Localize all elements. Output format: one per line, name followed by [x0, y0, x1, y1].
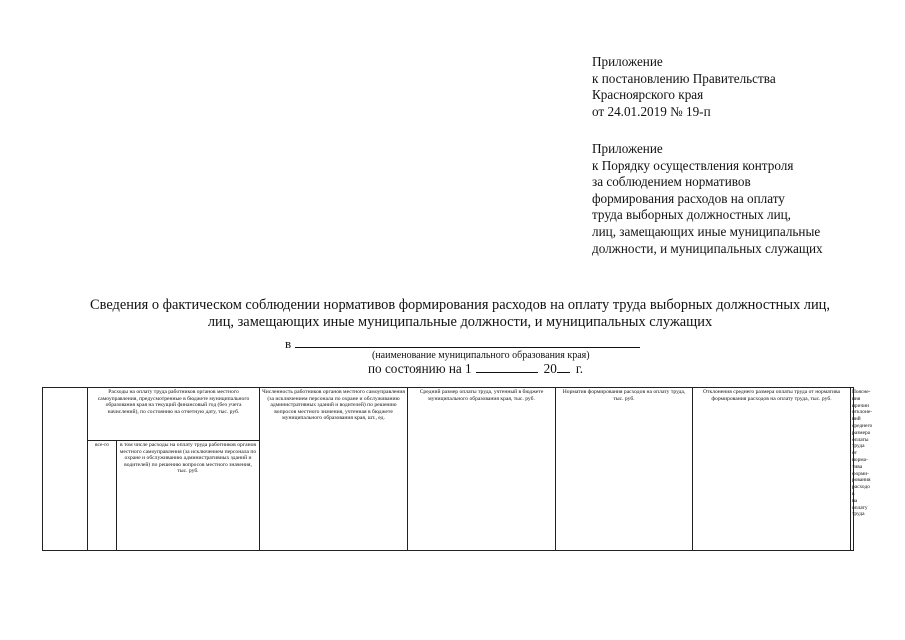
report-year-blank[interactable]	[557, 362, 570, 373]
header-total: все-го	[88, 441, 117, 551]
title-line-1: Сведения о фактическом соблюдении нормативов формирования расходов на оплату труда выборных должностных лиц,	[90, 297, 830, 313]
header-including: в том числе расходы на оплату труда работников органов местного самоуправления (за исключением персонала по охране и обслуживанию административных зданий и водителей) по решению вопросов местного значения, тыс. руб.	[117, 441, 260, 551]
appendix-line: формирования расходов на оплату	[592, 190, 785, 206]
report-date-prefix: по состоянию на 1	[368, 361, 472, 376]
appendix-line: труда выборных должностных лиц,	[592, 207, 791, 223]
report-year-prefix: 20	[543, 361, 557, 376]
report-date-suffix: г.	[575, 361, 584, 376]
table-left-margin-cell	[43, 388, 88, 551]
report-table	[42, 387, 873, 551]
municipality-hint: (наименование муниципального образования края)	[372, 350, 590, 361]
appendix-block-control-procedure	[592, 141, 823, 257]
appendix-line: должности, и муниципальных служащих	[592, 240, 823, 256]
municipality-field	[285, 337, 640, 351]
header-deviation: Отклонения среднего размера оплаты труда от норматива формирования расходов на оплату труда, тыс. руб.	[693, 388, 851, 551]
title-line-2: лиц, замещающих иные муниципальные должности, и муниципальных служащих	[207, 313, 713, 330]
appendix-line: к постановлению Правительства	[592, 70, 776, 86]
appendix-line: лиц, замещающих иные муниципальные	[592, 223, 821, 239]
municipality-blank[interactable]	[295, 337, 640, 348]
document-title	[40, 297, 880, 331]
report-month-blank[interactable]	[476, 362, 538, 373]
header-avg-salary: Средний размер оплаты труда, учтенный в бюджете муниципального образования края, тыс. руб.	[408, 388, 556, 551]
header-headcount: Численность работников органов местного самоуправления (за исключением персонала по охране и обслуживанию административных зданий и водителей) по решению вопросов местного значения, учтенная в бюджете муниципального образования края, шт., ед.	[260, 388, 408, 551]
appendix-line: к Порядку осуществления контроля	[592, 157, 794, 173]
appendix-block-government-decree	[592, 54, 776, 120]
report-date-line	[368, 361, 583, 377]
header-explanation: Поясне-ния причин отклоне-ний среднего размера оплаты труда от норма-тива форми-рования расходо в на оплату труда	[851, 388, 854, 551]
municipality-prefix: в	[285, 336, 292, 351]
header-expenses: Расходы на оплату труда работников органов местного самоуправления, предусмотренные в бюджете муниципального образования края на текущий финансовый год (без учета начислений), по состоянию на отчетную дату, тыс. руб.	[88, 388, 260, 441]
appendix-line: от 24.01.2019 № 19-п	[592, 103, 711, 119]
appendix-line: Приложение	[592, 141, 663, 156]
appendix-line: Приложение	[592, 54, 663, 69]
appendix-line: Красноярского края	[592, 87, 704, 103]
header-norm: Норматив формирования расходов на оплату труда, тыс. руб.	[556, 388, 693, 551]
appendix-line: за соблюдением нормативов	[592, 174, 751, 190]
